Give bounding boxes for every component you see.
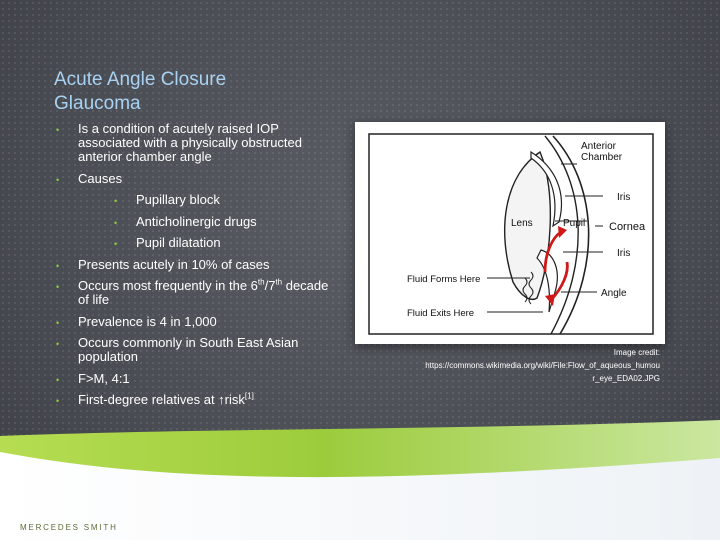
label-lens: Lens [511,218,533,229]
label-cornea: Cornea [609,221,646,233]
label-iris-bottom: Iris [617,248,631,259]
title-line-1: Acute Angle Closure [54,69,227,90]
sub-bullet-item [56,193,336,207]
bullet-item [56,122,336,164]
bullet-text: Occurs most frequently in the 6th/7th decade of life [78,277,329,307]
bullet-item [56,336,336,364]
label-anterior: Anterior [581,141,617,152]
bullet-text: Anticholinergic drugs [136,213,257,229]
credit-line-1: Image credit: [613,348,660,357]
decorative-bottom-band [0,400,720,540]
bullet-text: First-degree relatives at ↑risk[1] [78,391,254,407]
bullet-marker-icon: • [114,217,118,228]
bullet-item [56,172,336,186]
author-footer: MERCEDES SMITH [20,523,118,532]
label-chamber: Chamber [581,152,623,163]
eye-diagram [355,122,665,344]
bullet-text: Prevalence is 4 in 1,000 [78,313,217,329]
image-credit [380,346,660,385]
bullet-marker-icon: • [56,260,60,271]
bullet-item [56,315,336,329]
label-angle: Angle [601,288,627,299]
bullet-marker-icon: • [56,396,60,406]
bullet-item [56,258,336,272]
bullet-marker-icon: • [56,374,60,385]
bullet-list [56,122,336,415]
title-line-2: Glaucoma [54,93,141,114]
eye-diagram-figure [355,122,665,344]
bullet-marker-icon: • [114,239,118,249]
bullet-item [56,279,336,307]
label-iris-top: Iris [617,192,631,203]
credit-line-2: https://commons.wikimedia.org/wiki/File:Flow_of_aqueous_humou [425,361,660,370]
label-fluid-forms: Fluid Forms Here [407,274,481,285]
sub-bullet-item [56,236,336,250]
bullet-text: F>M, 4:1 [78,370,130,386]
bullet-text: Is a condition of acutely raised IOP associated with a physically obstructed anterior chamber angle [78,121,303,164]
slide-title [54,68,334,116]
bullet-marker-icon: • [56,339,60,349]
label-fluid-exits: Fluid Exits Here [407,308,475,319]
bullet-text: Causes [78,170,123,186]
bullet-text: Presents acutely in 10% of cases [78,256,270,272]
bullet-item [56,372,336,386]
bullet-text: Occurs commonly in South East Asian population [78,335,299,364]
bullet-marker-icon: • [56,317,60,328]
sub-bullet-item [56,215,336,229]
bullet-marker-icon: • [56,125,60,135]
label-pupil: Pupil [563,218,586,229]
credit-line-3: r_eye_EDA02.JPG [592,374,660,383]
bullet-text: Pupil dilatation [136,235,221,250]
bullet-marker-icon: • [56,282,60,292]
bullet-text: Pupillary block [136,192,220,207]
bullet-marker-icon: • [56,174,60,185]
bullet-marker-icon: • [114,196,118,206]
